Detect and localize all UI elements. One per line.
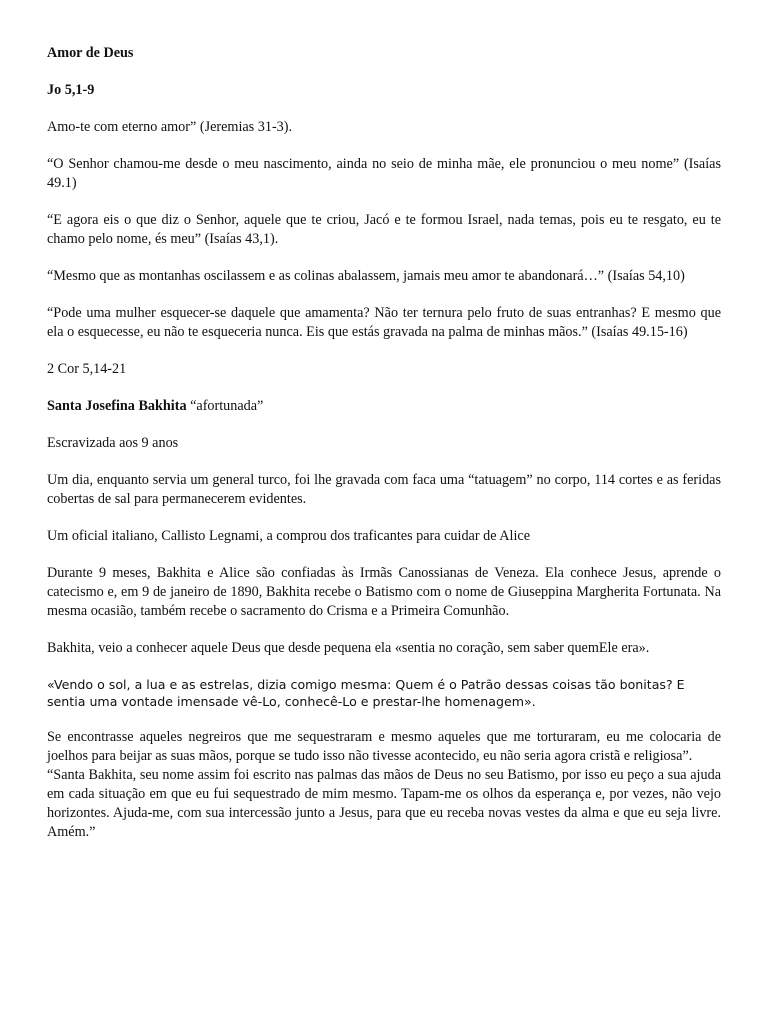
paragraph-isaias-49-15: “Pode uma mulher esquecer-se daquele que amamenta? Não ter ternura pelo fruto de suas entranhas? E mesmo que ela o esquecesse, eu não te esqueceria nunca. Eis que estás gravada na palma de minhas mãos.” (Isaías 49.15-16): [47, 305, 721, 340]
document-page: [47, 44, 721, 860]
document-title: Amor de Deus: [47, 45, 134, 61]
paragraph-jeremias: Amo-te com eterno amor” (Jeremias 31-3).: [47, 119, 293, 135]
paragraph-corinthians-reference: 2 Cor 5,14-21: [47, 361, 127, 377]
saint-heading: [47, 397, 721, 416]
gospel-reference: Jo 5,1-9: [47, 82, 95, 98]
paragraph-italian-officer: Um oficial italiano, Callisto Legnami, a comprou dos traficantes para cuidar de Alice: [47, 528, 530, 544]
paragraph-isaias-43-1: “E agora eis o que diz o Senhor, aquele que te criou, Jacó e te formou Israel, nada temas, pois eu te resgato, eu te chamo pelo nome, és meu” (Isaías 43,1).: [47, 212, 721, 247]
paragraph-isaias-54-10: “Mesmo que as montanhas oscilassem e as colinas abalassem, jamais meu amor te abandonará…” (Isaías 54,10): [47, 268, 685, 284]
paragraph-enslaved: Escravizada aos 9 anos: [47, 435, 179, 451]
paragraph-sun-moon-quote: «Vendo o sol, a lua e as estrelas, dizia comigo mesma: Quem é o Patrão dessas coisas tão bonitas? E sentia uma vontade imensade vê-Lo, conhecê-Lo e prestar-lhe homenagem».: [47, 677, 685, 709]
paragraph-canossian-sisters: Durante 9 meses, Bakhita e Alice são confiadas às Irmãs Canossianas de Veneza. Ela conhece Jesus, aprende o catecismo e, em 9 de janeiro de 1890, Bakhita recebe o Batismo com o nome de Giuseppina Margherita Fortunata. Na mesma ocasião, também recebe o sacramento do Crisma e a Primeira Comunhão.: [47, 565, 721, 619]
paragraph-tattoo: Um dia, enquanto servia um general turco, foi lhe gravada com faca uma “tatuagem” no corpo, 114 cortes e as feridas cobertas de sal para permanecerem evidentes.: [47, 472, 721, 507]
saint-name: Santa Josefina Bakhita: [47, 398, 187, 414]
saint-epithet: “afortunada”: [186, 398, 264, 414]
paragraph-prayer: “Santa Bakhita, seu nome assim foi escrito nas palmas das mãos de Deus no seu Batismo, por isso eu peço a sua ajuda em cada situação em que eu fui sequestrado de mim mesmo. Tapam-me os olhos da esperança e, por vezes, não vejo horizontes. Ajuda-me, com sua intercessão junto a Jesus, para que eu receba novas vestes da alma e que eu seja livre. Amém.”: [47, 767, 721, 840]
paragraph-knew-god: Bakhita, veio a conhecer aquele Deus que desde pequena ela «sentia no coração, sem saber quemEle era».: [47, 640, 650, 656]
paragraph-isaias-49-1: “O Senhor chamou-me desde o meu nascimento, ainda no seio de minha mãe, ele pronunciou o meu nome” (Isaías 49.1): [47, 156, 721, 191]
paragraph-slavers: Se encontrasse aqueles negreiros que me sequestraram e mesmo aqueles que me torturaram, eu me colocaria de joelhos para beijar as suas mãos, porque se tudo isso não tivesse acontecido, eu não seria agora cristã e religiosa”.: [47, 729, 721, 764]
